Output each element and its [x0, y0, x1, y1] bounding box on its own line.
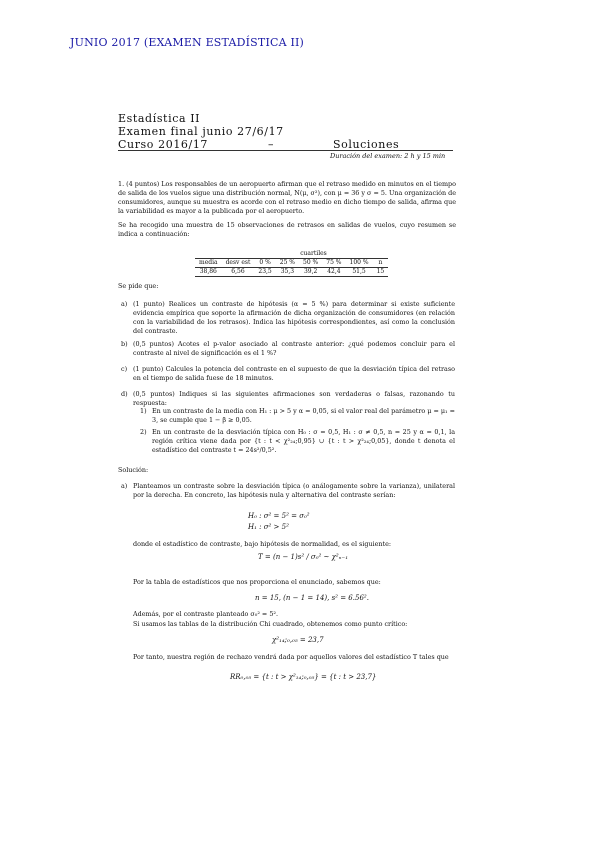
- summary-table: [195, 250, 388, 277]
- table-cell: 6,56: [222, 268, 255, 277]
- table-header-cell: 75 %: [322, 259, 345, 268]
- solution-text: Por la tabla de estadísticos que nos proporciona el enunciado, sabemos que:: [133, 578, 381, 586]
- question-text: (1 punto) Calcules la potencia del contraste en el supuesto de que la desviación típica del retraso en el tiempo de salida fuese de 18 minutos.: [133, 365, 455, 382]
- subquestion-label: 2): [140, 428, 147, 436]
- exam-duration: Duración del examen: 2 h y 15 min: [330, 152, 446, 160]
- subquestion-2: [140, 428, 455, 455]
- question-text: (0,5 puntos) Indiques si las siguientes afirmaciones son verdaderas o falsas, razonando tu respuesta:: [133, 390, 455, 407]
- solution-heading: Solución:: [118, 466, 149, 474]
- question-d: [121, 390, 455, 408]
- table-header-cell: desv est: [222, 259, 255, 268]
- table-row: [195, 268, 388, 277]
- critical-value: χ²₁₄;₀,₀₅ = 23,7: [272, 636, 324, 644]
- question-label: a): [121, 300, 128, 308]
- question-label: b): [121, 340, 128, 348]
- solution-a: [121, 482, 455, 500]
- solution-text: Además, por el contraste planteado σ₀² = 5².: [133, 610, 278, 618]
- course-label: Curso 2016/17: [118, 138, 209, 151]
- table-cell: 42,4: [322, 268, 345, 277]
- sample-values: n = 15, (n − 1 = 14), s² = 6.56².: [255, 594, 369, 602]
- subquestion-text: En un contraste de la desviación típica con H₀ : σ = 0,5, H₁ : σ ≠ 0,5, n = 25 y α = 0,1, la región crítica viene dada por {t : t < χ²₂₄;0,95} ∪ {t : t > χ²₂₄;0,05}, donde t denota el estadístico del contraste t = 24s²/0,5².: [152, 428, 455, 454]
- table-cell: 35,3: [276, 268, 299, 277]
- solution-text: Por tanto, nuestra región de rechazo vendrá dada por aquellos valores del estadístico T tales que: [133, 653, 449, 661]
- subquestion-1: [140, 407, 455, 425]
- table-header-cell: n: [373, 259, 389, 268]
- subquestion-text: En un contraste de la media con H₁ : μ > 5 y α = 0,05, si el valor real del parámetro μ = μ₁ = 3, se cumple que 1 − β ≥ 0,05.: [152, 407, 455, 424]
- table-header-cell: 100 %: [346, 259, 373, 268]
- table-cell: 51,5: [346, 268, 373, 277]
- question-label: d): [121, 390, 128, 398]
- question-a: [121, 300, 455, 336]
- question-text: (1 punto) Realices un contraste de hipótesis (α = 5 %) para determinar si existe suficiente evidencia empírica que soporte la afirmación de dicha organización de consumidores (en relación con la variabilidad de los retrasos). Indica las hipótesis correspondientes, así como la conclusión del contraste.: [133, 300, 455, 335]
- alternative-hypothesis: H₁ : σ² > 5²: [248, 523, 289, 531]
- title-exam: Examen final junio 27/6/17: [118, 125, 284, 138]
- table-header-cell: 0 %: [254, 259, 275, 268]
- table-cell: 23,5: [254, 268, 275, 277]
- table-cell: 39,2: [299, 268, 322, 277]
- asks-label: Se pide que:: [118, 282, 159, 290]
- table-cell: 15: [373, 268, 389, 277]
- subquestion-label: 1): [140, 407, 147, 415]
- null-hypothesis: H₀ : σ² = 5² = σ₀²: [248, 512, 310, 520]
- test-statistic: T = (n − 1)s² / σ₀² ~ χ²ₙ₋₁: [258, 553, 349, 561]
- title-dash: –: [268, 138, 275, 151]
- solution-text: Planteamos un contraste sobre la desviación típica (o análogamente sobre la varianza), unilateral por la derecha. En concreto, las hipótesis nula y alternativa del contraste serían:: [133, 482, 455, 499]
- solution-label: a): [121, 482, 128, 490]
- title-subject: Estadística II: [118, 112, 201, 125]
- table-header-cell: 25 %: [276, 259, 299, 268]
- document-header: JUNIO 2017 (EXAMEN ESTADÍSTICA II): [70, 36, 305, 49]
- title-rule: [118, 150, 453, 151]
- table-header-cell: 50 %: [299, 259, 322, 268]
- solution-text: donde el estadístico de contraste, bajo hipótesis de normalidad, es el siguiente:: [133, 540, 392, 548]
- solutions-label: Soluciones: [333, 138, 400, 151]
- question-c: [121, 365, 455, 383]
- solution-text: Si usamos las tablas de la distribución Chi cuadrado, obtenemos como punto crítico:: [133, 620, 408, 628]
- rejection-region: RR₀,₀₅ = {t : t > χ²₁₄;₀,₀₅} = {t : t > 23,7}: [230, 673, 377, 681]
- question-b: [121, 340, 455, 358]
- question-label: c): [121, 365, 128, 373]
- problem-intro: 1. (4 puntos) Los responsables de un aeropuerto afirman que el retraso medido en minutos en el tiempo de salida de los vuelos sigue una distribución normal, N(μ, σ²), con μ = 36 y σ = 5. Una organización de consumidores, aunque su muestra es acorde con el retraso medio en dicho tiempo de salida, afirma que la variabilidad es mayor a la publicada por el aeropuerto.: [118, 180, 456, 215]
- table-header-row: [195, 259, 388, 268]
- table-cell: 38,86: [195, 268, 222, 277]
- question-text: (0,5 puntos) Acotes el p-valor asociado al contraste anterior: ¿qué podemos concluir para el contraste al nivel de significación es el 1 %?: [133, 340, 455, 357]
- quartiles-header: cuartiles: [254, 250, 372, 259]
- table-header-cell: media: [195, 259, 222, 268]
- problem-sample: Se ha recogido una muestra de 15 observaciones de retrasos en salidas de vuelos, cuyo resumen se indica a continuación:: [118, 221, 456, 238]
